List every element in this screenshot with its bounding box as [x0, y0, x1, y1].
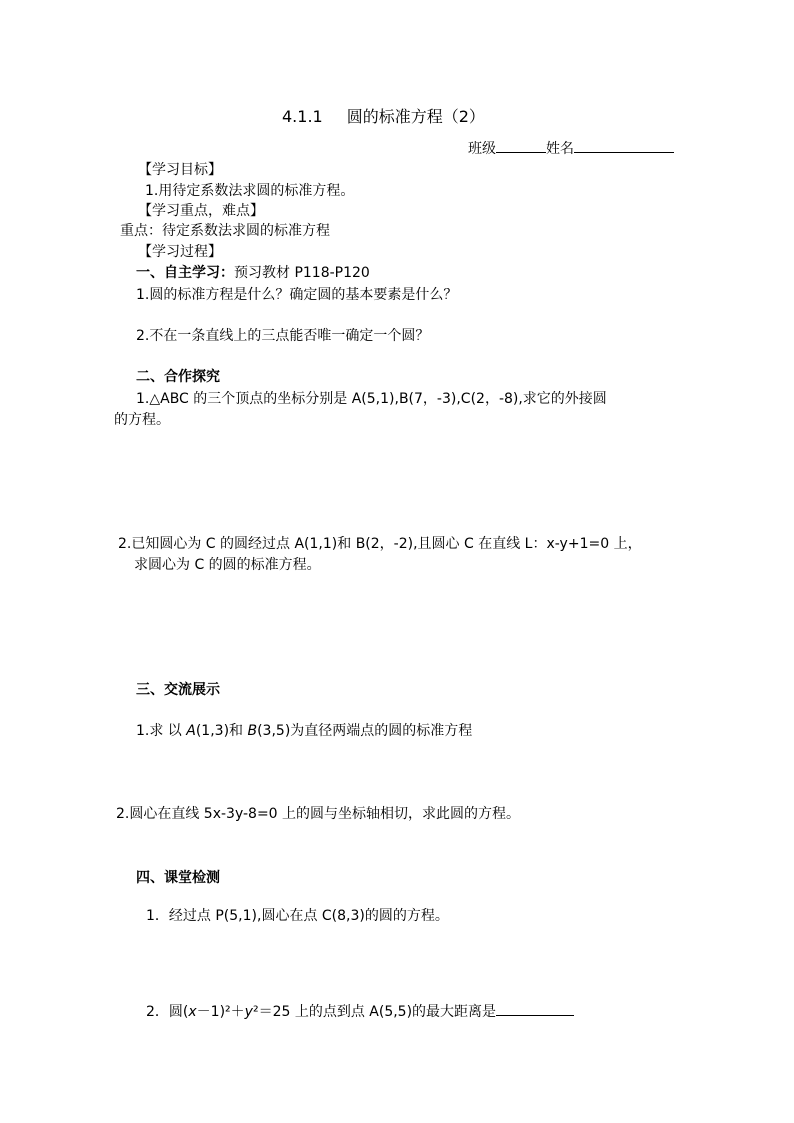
- section1-subtitle: 预习教材 P118-P120: [234, 265, 370, 281]
- answer-blank[interactable]: [496, 1001, 574, 1016]
- section2-title: 二、合作探究: [136, 369, 220, 385]
- s2-question-1-line2: 的方程。: [114, 412, 170, 428]
- section-number: 4.1.1: [282, 107, 323, 126]
- key-points-header: 【学习重点，难点】: [138, 203, 264, 219]
- s2-question-1-line1: 1.△ABC 的三个顶点的坐标分别是 A(5,1),B(7，-3),C(2，-8),求它的外接圆: [136, 391, 607, 407]
- s3-q1-text-b: (1,3)和: [195, 723, 248, 739]
- section3-title: 三、交流展示: [136, 682, 220, 698]
- s3-question-2: 2.圆心在直线 5x-3y-8=0 上的圆与坐标轴相切，求此圆的方程。: [116, 806, 521, 822]
- point-a-label: A: [186, 723, 196, 739]
- name-blank[interactable]: [574, 138, 674, 153]
- s4-q2-text-c: ²＝25 上的点到点 A(5,5)的最大距离是: [252, 1004, 497, 1020]
- section1-title: 一、自主学习：: [136, 265, 234, 281]
- process-header: 【学习过程】: [138, 244, 222, 260]
- s1-question-1: 1.圆的标准方程是什么？确定圆的基本要素是什么？: [136, 287, 458, 303]
- name-label: 姓名: [546, 141, 574, 157]
- point-b-label: B: [247, 723, 258, 739]
- section4-title: 四、课堂检测: [136, 870, 220, 886]
- var-x: x: [188, 1004, 197, 1020]
- title-text: 圆的标准方程（2）: [346, 107, 485, 126]
- var-y: y: [244, 1004, 253, 1020]
- s4-question-1: 1．经过点 P(5,1),圆心在点 C(8,3)的圆的方程。: [146, 908, 449, 924]
- student-info: [468, 138, 674, 159]
- page-title: [282, 107, 485, 127]
- s4-question-2: [146, 1001, 574, 1022]
- class-blank[interactable]: [496, 138, 546, 153]
- s4-q2-text-a: 2．圆(: [146, 1004, 189, 1020]
- s2-question-2-line1: 2.已知圆心为 C 的圆经过点 A(1,1)和 B(2，-2),且圆心 C 在直线 L：x-y+1=0 上，: [118, 536, 642, 552]
- s3-q1-text-a: 1.求 以: [136, 723, 187, 739]
- s4-q2-text-b: －1)²＋: [196, 1004, 245, 1020]
- section1-heading: [136, 263, 370, 283]
- class-label: 班级: [468, 141, 496, 157]
- s3-q1-text-c: (3,5)为直径两端点的圆的标准方程: [257, 723, 473, 739]
- goal-item: 1.用待定系数法求圆的标准方程。: [145, 183, 355, 199]
- s2-question-2-line2: 求圆心为 C 的圆的标准方程。: [134, 557, 321, 573]
- goals-header: 【学习目标】: [138, 162, 222, 178]
- key-points-text: 重点：待定系数法求圆的标准方程: [120, 223, 330, 239]
- s3-question-1: [136, 721, 472, 741]
- s1-question-2: 2.不在一条直线上的三点能否唯一确定一个圆？: [136, 328, 430, 344]
